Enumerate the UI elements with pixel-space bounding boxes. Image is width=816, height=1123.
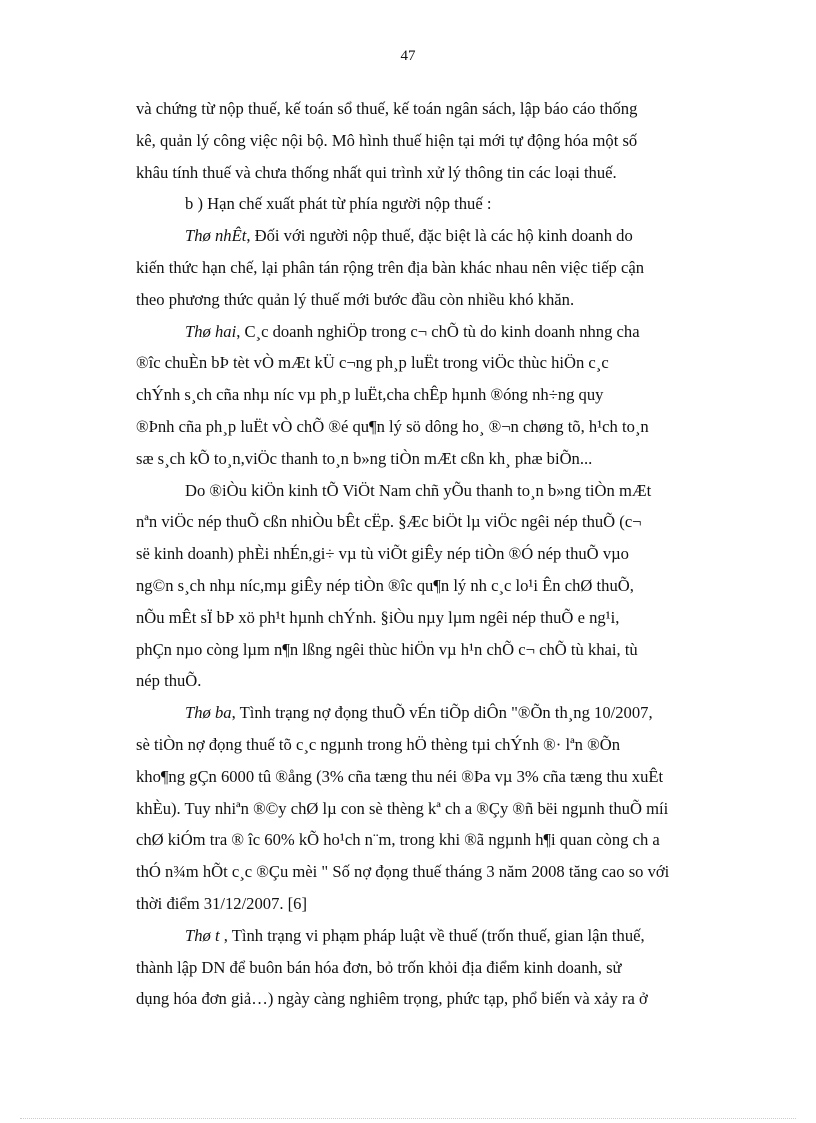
- text-line: ®Þnh cña ph¸p luËt vÒ chÕ ®é qu¶n lý sö dông ho¸ ®¬n chøng tõ, h¹ch to¸n: [136, 416, 649, 436]
- text-line: khâu tính thuế và chưa thống nhất qui trình xử lý thông tin các loại thuế.: [136, 162, 617, 182]
- point-lead-label: Thø ba: [185, 703, 232, 723]
- text-fragment: , Tình trạng nợ đọng thuÕ vÉn tiÕp diÔn "®Õn th¸ng 10/2007,: [231, 703, 653, 723]
- text-line: sæ s¸ch kÕ to¸n,viÖc thanh to¸n b»ng tiÒn mÆt cßn kh¸ phæ biÕn...: [136, 448, 593, 468]
- text-line: nép thuÕ.: [136, 671, 202, 691]
- text-line: [136, 697, 766, 729]
- page-bottom-divider: [20, 1118, 796, 1119]
- text-fragment: , C¸c doanh nghiÖp trong c¬ chÕ tù do kinh doanh nhng cha: [236, 321, 640, 341]
- text-line: theo phương thức quản lý thuế mới bước đầu còn nhiều khó khăn.: [136, 289, 575, 309]
- section-heading-b: [136, 188, 766, 220]
- text-fragment: , Đối với người nộp thuế, đặc biệt là các hộ kinh doanh do: [246, 226, 633, 246]
- text-line: chÝnh s¸ch cña nhµ níc vµ ph¸p luËt,cha chÊp hµnh ®óng nh÷ng quy: [136, 385, 604, 405]
- text-line: phÇn nµo còng lµm n¶n lßng ngêi thùc hiÖn vµ h¹n chÕ c¬ chÕ tù khai, tù: [136, 639, 638, 659]
- page-number: 47: [400, 48, 416, 64]
- text-line: chØ kiÓm tra ® îc 60% kÕ ho¹ch n¨m, trong khi ®ã ngµnh h¶i quan còng ch a: [136, 830, 660, 850]
- text-line: thời điểm 31/12/2007. [6]: [136, 893, 308, 913]
- text-line: thÓ n¾m hÕt c¸c ®Çu mèi " Số nợ đọng thuế tháng 3 năm 2008 tăng cao so với: [136, 862, 670, 882]
- point-lead-label: Thø nhÊt: [185, 226, 247, 246]
- paragraph-third-point: [136, 697, 766, 920]
- text-line: b ) Hạn chế xuất phát từ phía người nộp thuế :: [185, 194, 492, 214]
- paragraph-second-point: [136, 316, 766, 475]
- point-lead-label: Thø hai: [185, 321, 237, 341]
- text-line: ®îc chuÈn bÞ tèt vÒ mÆt kÜ c¬ng ph¸p luËt trong viÖc thùc hiÖn c¸c: [136, 353, 609, 373]
- text-line: kiến thức hạn chế, lại phân tán rộng trên địa bàn khác nhau nên việc tiếp cận: [136, 257, 644, 277]
- text-line: nÕu mÊt sÏ bÞ xö ph¹t hµnh chÝnh. §iÒu nµy lµm ngêi nép thuÕ e ng¹i,: [136, 607, 620, 627]
- text-line: khÈu). Tuy nhiªn ®©y chØ lµ con sè thèng kª ch a ®Çy ®ñ bëi ngµnh thuÕ míi: [136, 798, 669, 818]
- text-line: sè tiÒn nợ đọng thuế tõ c¸c ngµnh trong hÖ thèng tµi chÝnh ®· lªn ®Õn: [136, 734, 620, 754]
- text-fragment: , Tình trạng vi phạm pháp luật về thuế (trốn thuế, gian lận thuế,: [219, 925, 645, 945]
- text-line: nªn viÖc nép thuÕ cßn nhiÒu bÊt cËp. §Æc biÖt lµ viÖc ngêi nép thuÕ (c¬: [136, 512, 642, 532]
- text-line: và chứng từ nộp thuế, kế toán sổ thuế, kế toán ngân sách, lập báo cáo thống: [136, 99, 638, 118]
- text-line: thành lập DN để buôn bán hóa đơn, bỏ trốn khỏi địa điểm kinh doanh, sử: [136, 957, 622, 977]
- document-body: [136, 93, 766, 1015]
- point-lead-label: Thø t: [185, 925, 220, 945]
- text-line: kho¶ng gÇn 6000 tû ®ång (3% cña tæng thu néi ®Þa vµ 3% cña tæng thu xuÊt: [136, 766, 664, 786]
- text-line: Do ®iÒu kiÖn kinh tÕ ViÖt Nam chñ yÕu thanh to¸n b»ng tiÒn mÆt: [185, 480, 652, 500]
- text-line: kê, quản lý công việc nội bộ. Mô hình thuế hiện tại mới tự động hóa một số: [136, 130, 638, 150]
- text-line: ng©n s¸ch nhµ níc,mµ giÊy nép tiÒn ®îc qu¶n lý nh c¸c lo¹i Ên chØ thuÕ,: [136, 575, 634, 595]
- paragraph-fourth-point: [136, 920, 766, 1015]
- paragraph-first-point: [136, 220, 766, 315]
- text-line: [136, 920, 766, 952]
- text-line: [136, 316, 766, 348]
- text-line: dụng hóa đơn giả…) ngày càng nghiêm trọng, phức tạp, phổ biến và xảy ra ở: [136, 989, 648, 1009]
- text-line: së kinh doanh) phÈi nhÉn,gi÷ vµ tù viÕt giÊy nép tiÒn ®Ó nép thuÕ vµo: [136, 544, 629, 564]
- paragraph-intro: [136, 93, 766, 188]
- paragraph-cash-payment: [136, 475, 766, 698]
- text-line: [136, 220, 766, 252]
